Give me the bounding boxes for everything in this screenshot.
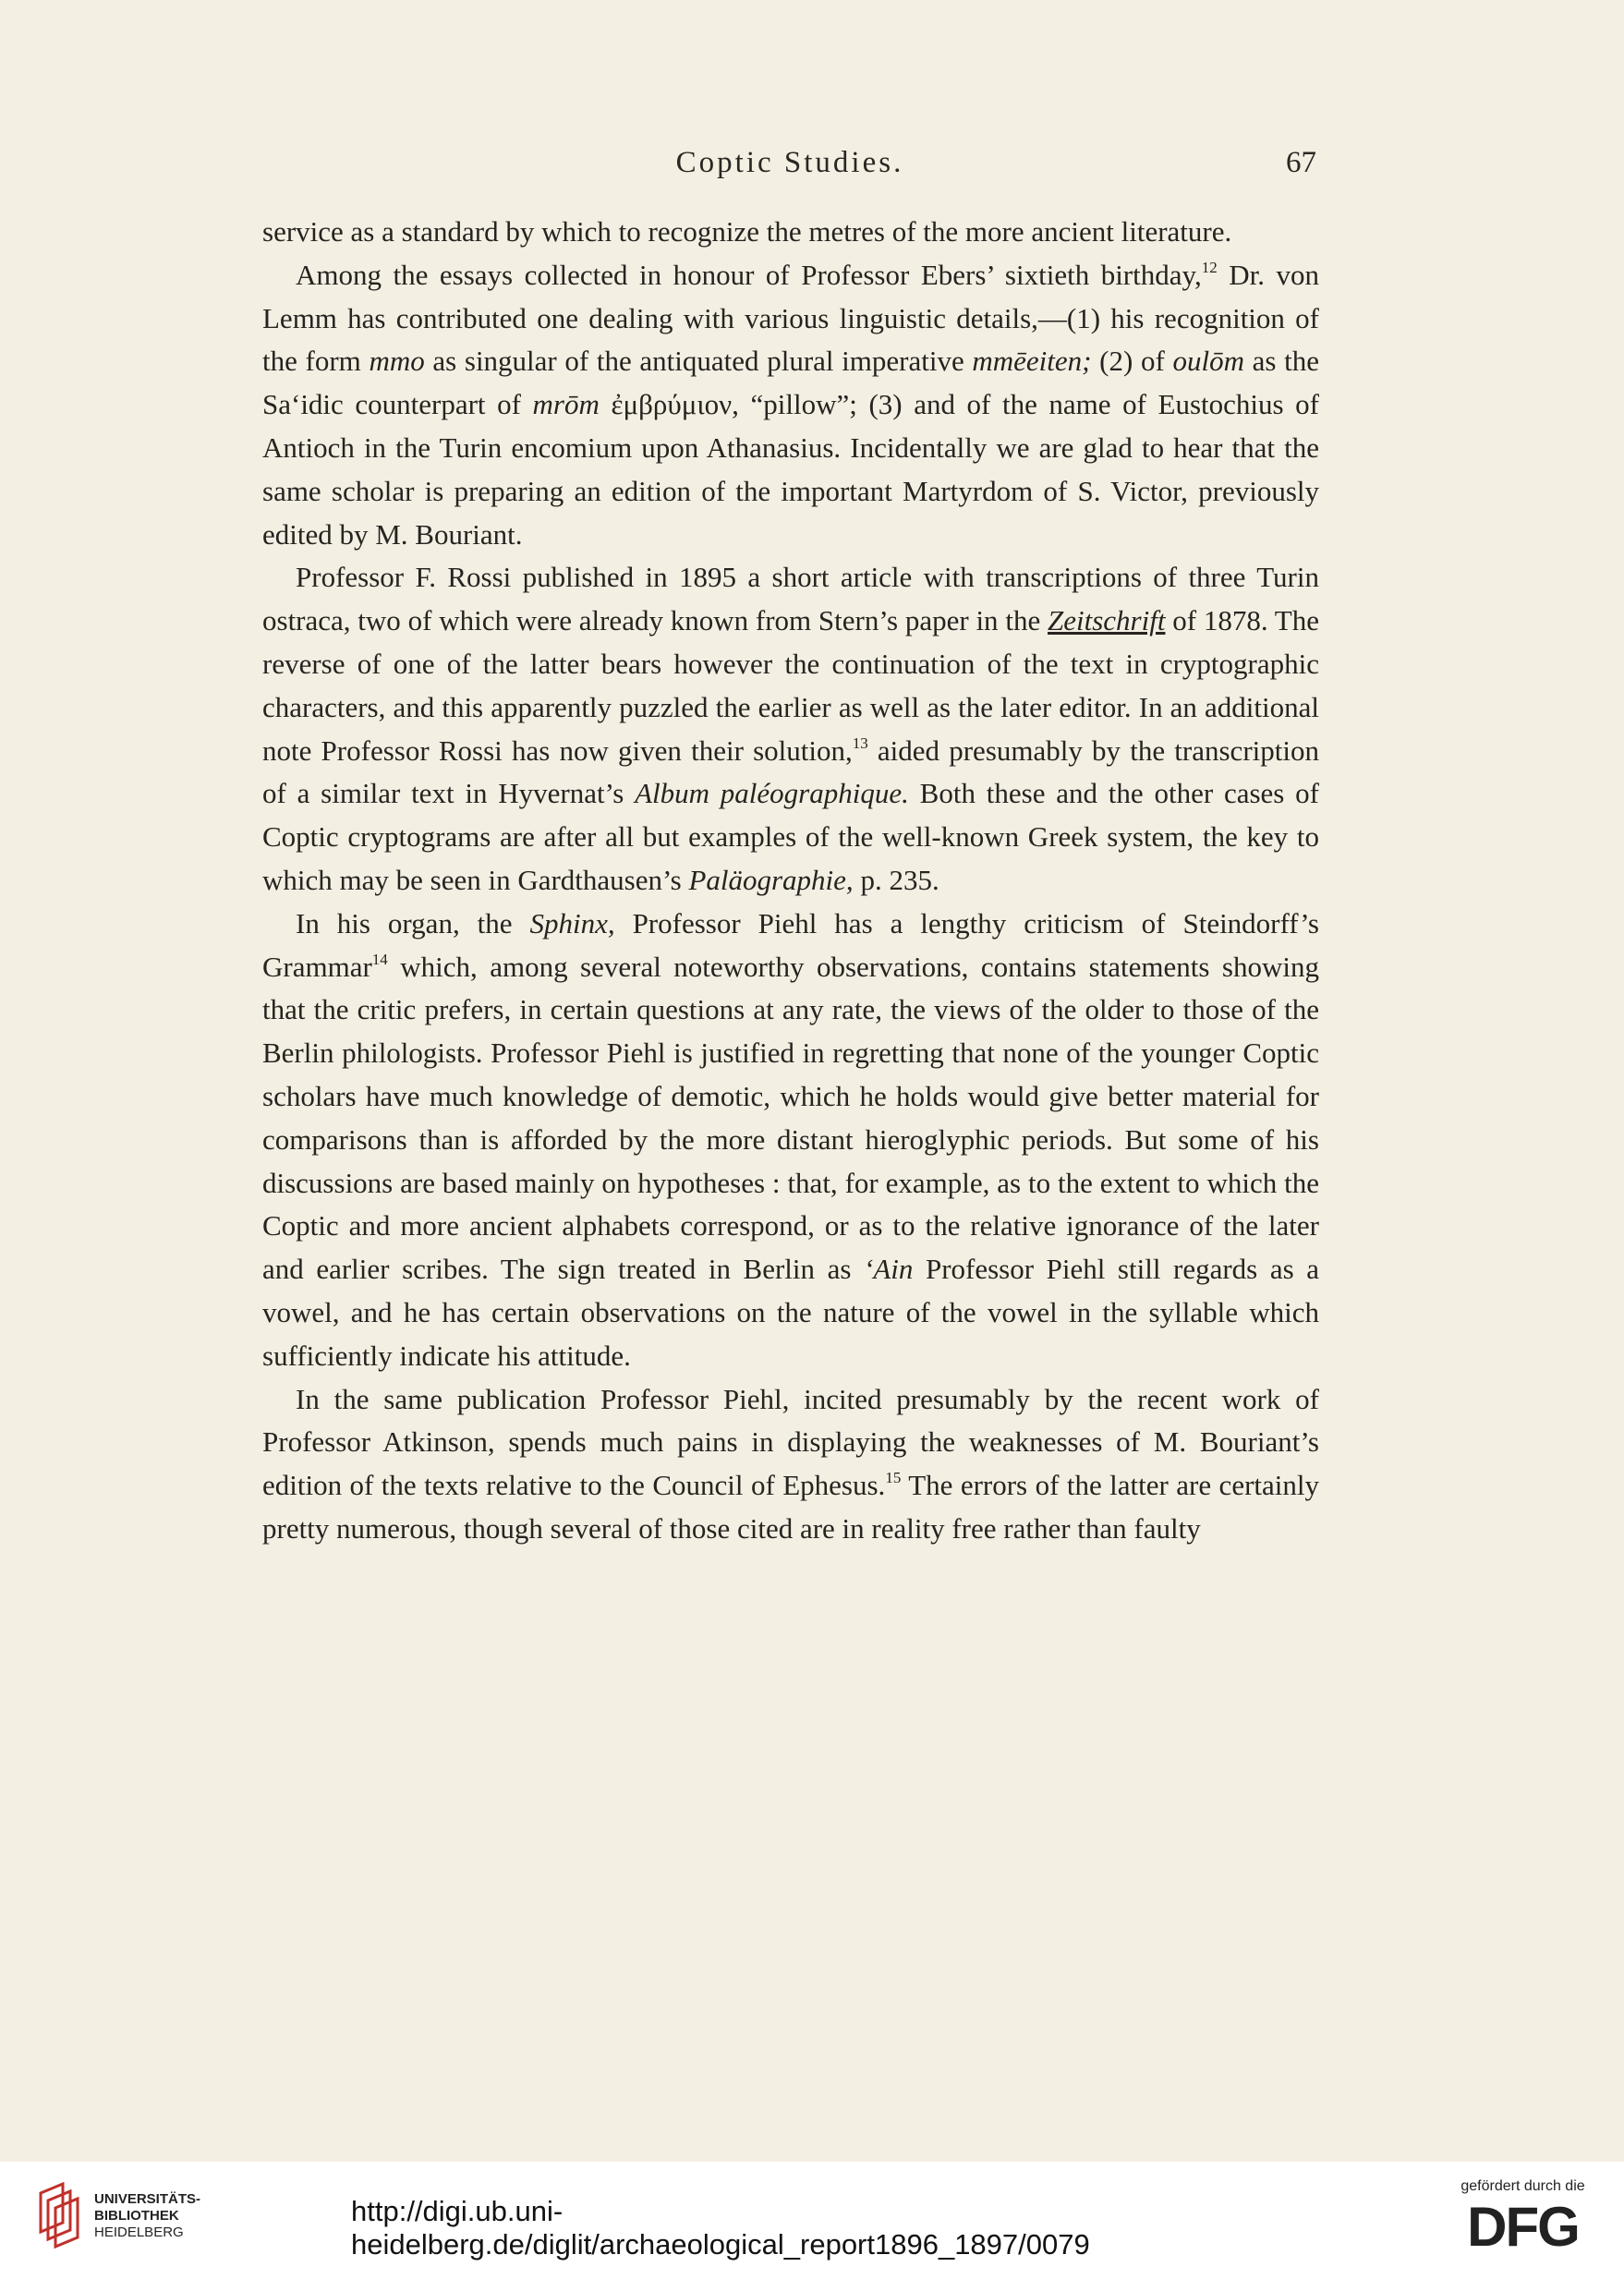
text-run: Both these and the other cases of Coptic cryptograms are after all but examples of the well-known Greek system, the key to which may be seen in Gardthausen’s <box>262 777 1319 896</box>
footnote-ref-12[interactable]: 12 <box>1201 258 1218 276</box>
italic-term: Sphinx, <box>529 906 615 939</box>
text-run: aided presumably by the transcription of a similar text in Hyvernat’s <box>262 733 1319 810</box>
footnote-ref-13[interactable]: 13 <box>852 733 868 752</box>
text-run: Dr. von Lemm has contributed one dealing with various linguistic details,—(1) his recognition of the form <box>262 258 1319 378</box>
text-run: p. 235. <box>853 863 939 896</box>
running-title: Coptic Studies. <box>675 146 904 179</box>
text-run: In the same publication Professor Piehl, incited presumably by the recent work of Professor Atkinson, spends much pains in displaying the weaknesses of M. Bouriant’s edition of the texts relative to the Council of Ephesus. <box>262 1382 1319 1502</box>
italic-term: Paläographie, <box>688 863 854 896</box>
library-line-2: BIBLIOTHEK <box>94 2208 179 2224</box>
text-run: In his organ, the <box>296 906 530 939</box>
library-name <box>94 2191 200 2241</box>
body-text <box>262 211 1319 1551</box>
library-line-3: HEIDELBERG <box>94 2224 184 2240</box>
paragraph-2 <box>262 254 1319 557</box>
funding-label: gefördert durch die <box>1460 2178 1585 2194</box>
footnote-ref-14[interactable]: 14 <box>371 950 388 968</box>
footnote-ref-15[interactable]: 15 <box>885 1469 902 1487</box>
text-run: ἐμβρύμιον, “pillow”; (3) and of the name of Eustochius of Antioch in the Turin encomium upon Athanasius. Incidentally we are glad to hear that the same scholar is preparing an edition of the important Martyrdom of S. Victor, previously edited by M. Bouriant. <box>262 388 1319 551</box>
text-run: (2) of <box>1091 345 1173 378</box>
dfg-logo: DFG <box>1467 2196 1579 2258</box>
italic-term: Album paléographique. <box>635 777 909 810</box>
italic-term: mmēeiten; <box>972 345 1092 378</box>
paragraph-5 <box>262 1378 1319 1551</box>
text-run: Professor Piehl still regards as a vowel, and he has certain observations on the nature of the vowel in the syllable which sufficiently indicate his attitude. <box>262 1253 1319 1372</box>
text-run: as singular of the antiquated plural imperative <box>424 345 973 378</box>
italic-term: ‘Ain <box>864 1253 914 1286</box>
text-run: as the Sa‘idic counterpart of <box>262 345 1319 421</box>
text-run: Among the essays collected in honour of Professor Ebers’ sixtieth birthday, <box>296 258 1202 291</box>
italic-term: oulōm <box>1172 345 1244 378</box>
paragraph-3 <box>262 556 1319 902</box>
page-number: 67 <box>1286 146 1316 179</box>
text-run: Professor F. Rossi published in 1895 a short article with transcriptions of three Turin ostraca, two of which were already known from Stern’s paper in the <box>262 561 1319 637</box>
permalink-url[interactable]: http://digi.ub.uni-heidelberg.de/diglit/archaeological_report1896_1897/0079 <box>351 2195 1090 2261</box>
library-logo[interactable] <box>35 2182 220 2256</box>
italic-term: mmo <box>369 345 425 378</box>
paragraph-1 <box>262 211 1319 254</box>
italic-term: mrōm <box>532 388 600 421</box>
text-run: of 1878. The reverse of one of the latter bears however the continuation of the text in cryptographic characters, and this apparently puzzled the earlier as well as the later editor. In an additional note Professor Rossi has now given their solution, <box>262 604 1319 767</box>
library-emblem-icon <box>35 2182 89 2249</box>
library-line-1: UNIVERSITÄTS- <box>94 2191 201 2207</box>
text-run: which, among several noteworthy observations, contains statements showing that the critic prefers, in certain questions at any rate, the views of the older to those of the Berlin philologists. Professor Piehl is justified in regretting that none of the younger Coptic scholars have much knowledge of demotic, which he holds would give better material for comparisons than is afforded by the more distant hieroglyphic periods. But some of his discussions are based mainly on hypotheses : that, for example, as to the extent to which the Coptic and more ancient alphabets correspond, or as to the relative ignorance of the later and earlier scribes. The sign treated in Berlin as <box>262 950 1319 1286</box>
text-run: Professor Piehl has a lengthy criticism of Steindorff’s Grammar <box>262 906 1319 983</box>
paragraph-1-text: service as a standard by which to recognize the metres of the more ancient literature. <box>262 215 1232 248</box>
running-head <box>263 146 1316 187</box>
text-run: The errors of the latter are certainly pretty numerous, though several of those cited are in reality free rather than faulty <box>262 1469 1319 1545</box>
funding-badge[interactable] <box>1442 2178 1604 2271</box>
italic-term: Zeitschrift <box>1048 604 1166 637</box>
paragraph-4 <box>262 903 1319 1378</box>
